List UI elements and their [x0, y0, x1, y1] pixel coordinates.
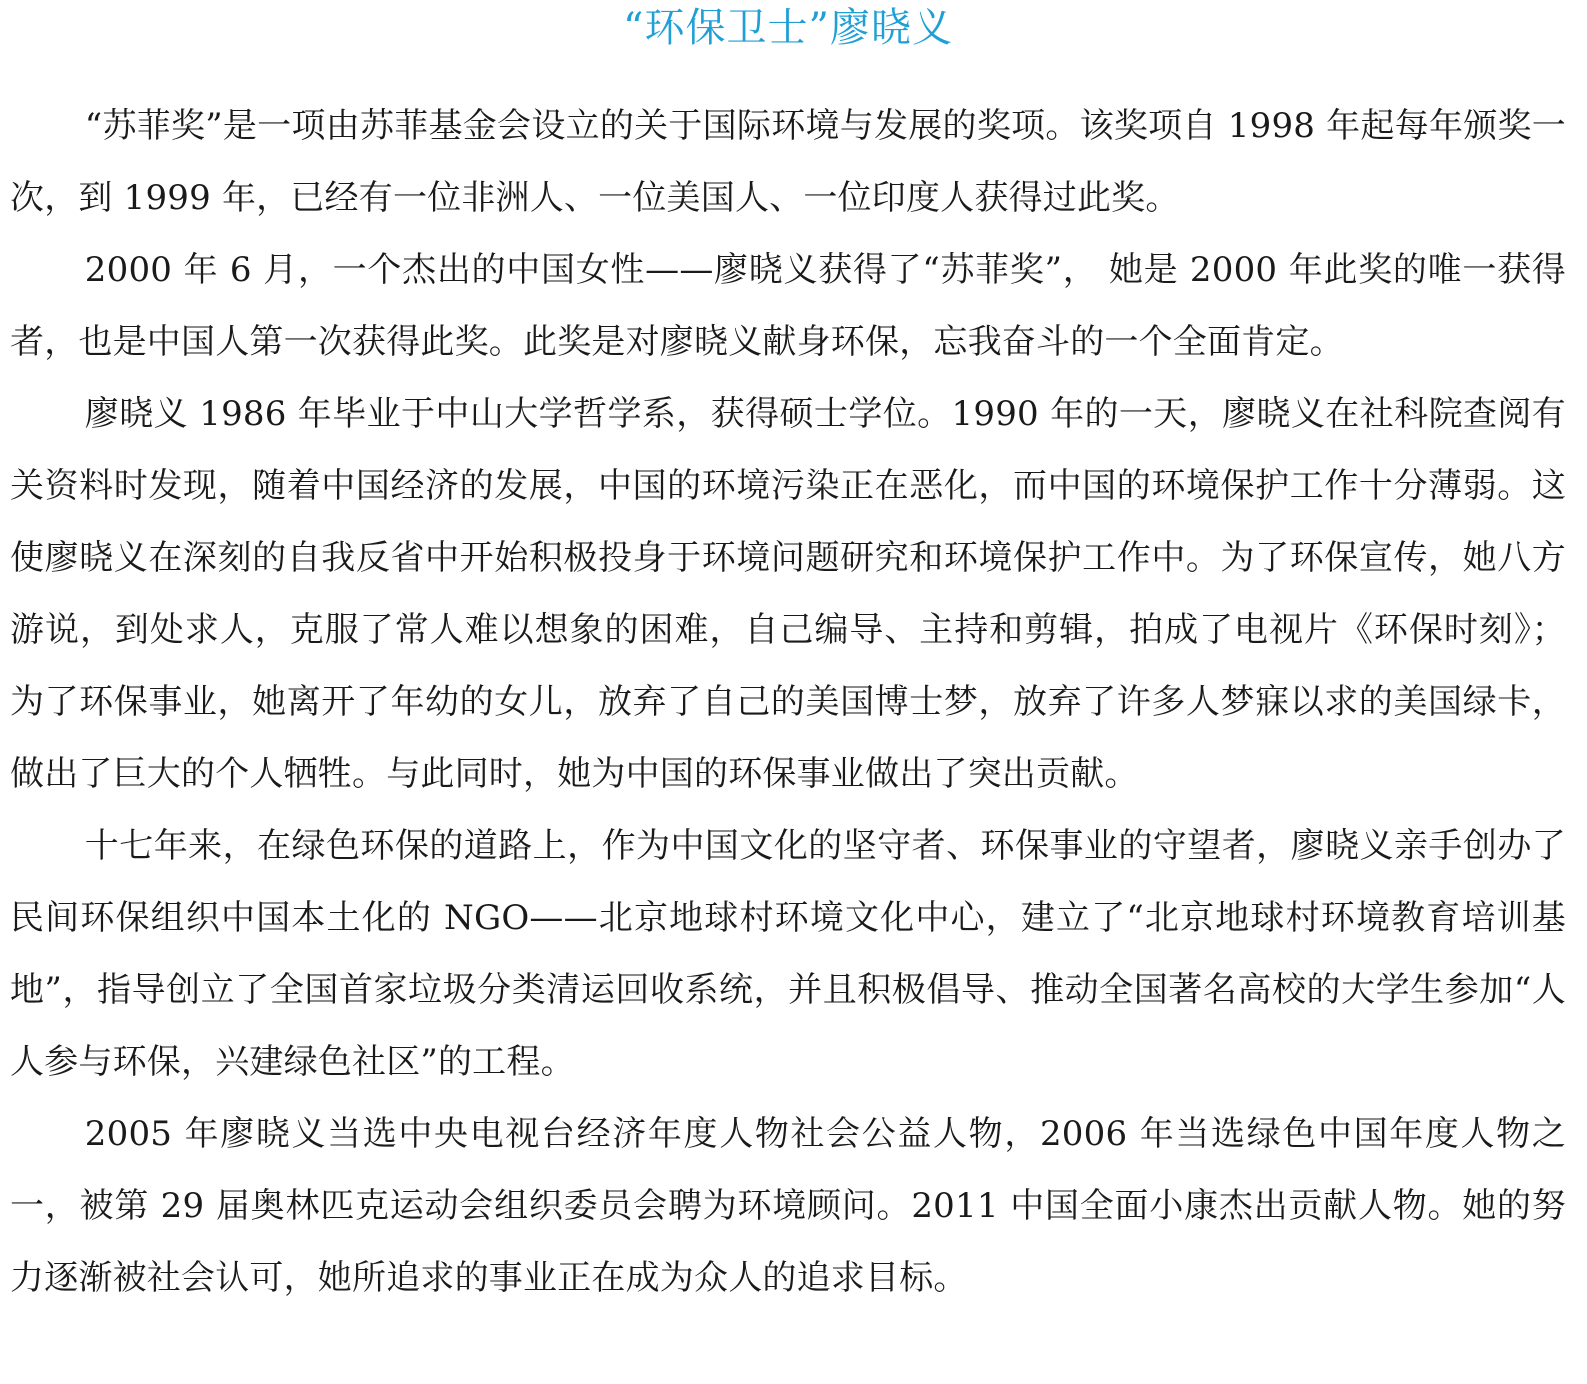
paragraph-background: 廖晓义 1986 年毕业于中山大学哲学系，获得硕士学位。1990 年的一天，廖晓义在社科院查阅有关资料时发现，随着中国经济的发展，中国的环境污染正在恶化，而中国的环境保护工作十分薄弱。这使廖晓义在深刻的自我反省中开始积极投身于环境问题研究和环境保护工作中。为了环保宣传，她八方游说，到处求人，克服了常人难以想象的困难，自己编导、主持和剪辑，拍成了电视片《环保时刻》；为了环保事业，她离开了年幼的女儿，放弃了自己的美国博士梦，放弃了许多人梦寐以求的美国绿卡，做出了巨大的个人牺牲。与此同时，她为中国的环保事业做出了突出贡献。: [10, 394, 1566, 794]
paragraph-sophie-prize-intro: “苏菲奖”是一项由苏菲基金会设立的关于国际环境与发展的奖项。该奖项自 1998 年起每年颁奖一次，到 1999 年，已经有一位非洲人、一位美国人、一位印度人获得过此奖。: [10, 106, 1566, 218]
article-body: [10, 90, 1566, 1314]
document-page: [10, 0, 1566, 1314]
article-title: “环保卫士”廖晓义: [623, 5, 953, 51]
paragraph-ngo-work: 十七年来，在绿色环保的道路上，作为中国文化的坚守者、环保事业的守望者，廖晓义亲手创办了民间环保组织中国本土化的 NGO——北京地球村环境文化中心，建立了“北京地球村环境教育培训基地”，指导创立了全国首家垃圾分类清运回收系统，并且积极倡导、推动全国著名高校的大学生参加“人人参与环保，兴建绿色社区”的工程。: [10, 826, 1566, 1082]
paragraph-award-2000: 2000 年 6 月，一个杰出的中国女性——廖晓义获得了“苏菲奖”， 她是 2000 年此奖的唯一获得者，也是中国人第一次获得此奖。此奖是对廖晓义献身环保，忘我奋斗的一个全面肯定。: [10, 250, 1566, 362]
paragraph-honors: 2005 年廖晓义当选中央电视台经济年度人物社会公益人物，2006 年当选绿色中国年度人物之一，被第 29 届奥林匹克运动会组织委员会聘为环境顾问。2011 中国全面小康杰出贡献人物。她的努力逐渐被社会认可，她所追求的事业正在成为众人的追求目标。: [10, 1114, 1566, 1298]
